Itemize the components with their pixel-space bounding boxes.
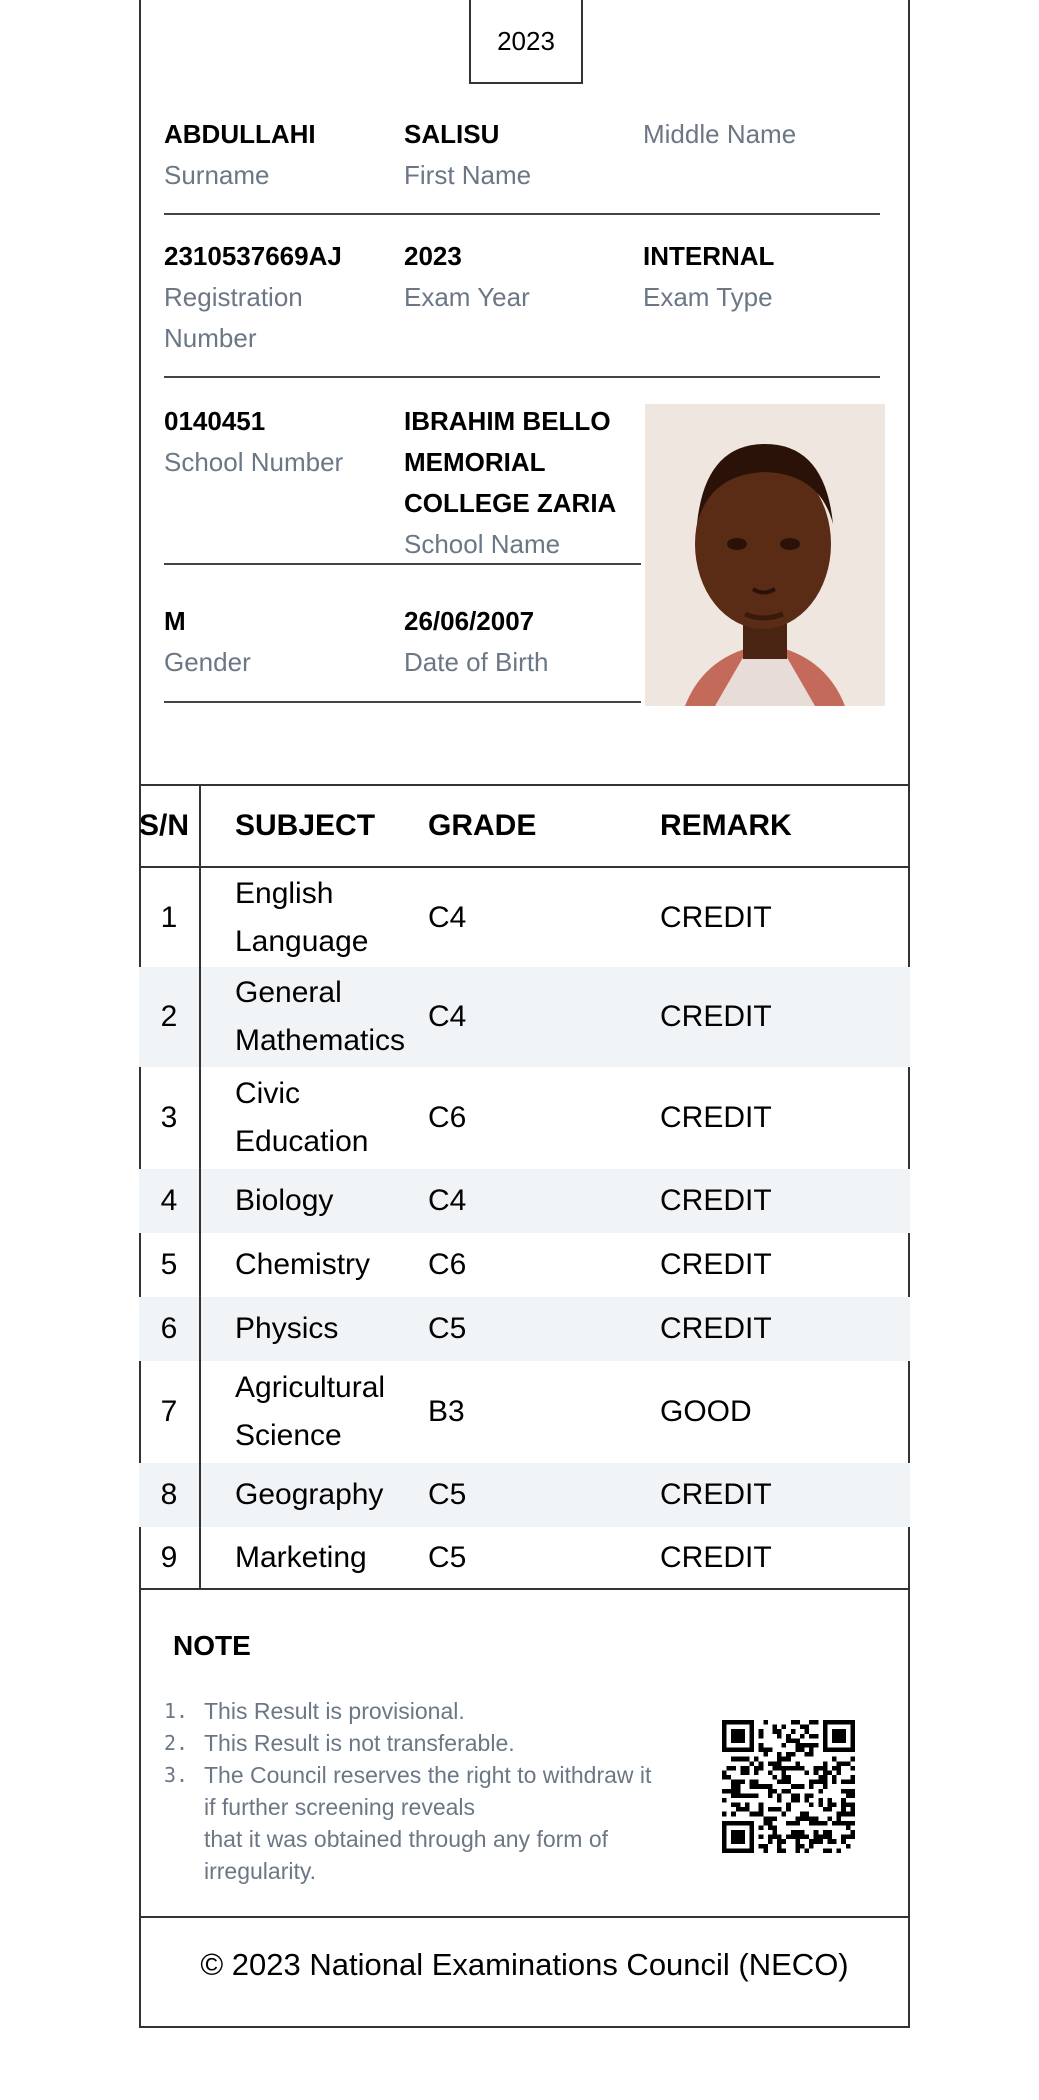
row-sn: 5 bbox=[139, 1233, 200, 1297]
school-name-field bbox=[404, 401, 616, 565]
school-name-line-2: MEMORIAL bbox=[404, 447, 546, 477]
divider bbox=[164, 213, 880, 215]
surname-value: ABDULLAHI bbox=[164, 119, 316, 149]
row-remark: CREDIT bbox=[660, 1540, 772, 1574]
reg-number-label-2: Number bbox=[164, 323, 257, 353]
table-row bbox=[139, 1297, 910, 1361]
subject-line-1: English bbox=[235, 876, 334, 910]
note-item bbox=[164, 1695, 704, 1727]
row-remark: CREDIT bbox=[660, 1297, 910, 1361]
reg-number-field bbox=[164, 236, 342, 359]
gender-value: M bbox=[164, 606, 186, 636]
row-grade: C5 bbox=[428, 1463, 660, 1527]
row-subject: Geography bbox=[200, 1463, 428, 1527]
header-year: 2023 bbox=[497, 25, 555, 56]
candidate-photo bbox=[645, 404, 885, 706]
subject-line-1: General bbox=[235, 976, 342, 1009]
row-sn: 7 bbox=[139, 1361, 200, 1463]
header-remark: REMARK bbox=[660, 785, 910, 867]
first-name-value: SALISU bbox=[404, 119, 500, 149]
dob-value: 26/06/2007 bbox=[404, 606, 535, 636]
exam-type-field bbox=[643, 236, 774, 318]
note-number: 3. bbox=[164, 1763, 189, 1787]
row-remark: GOOD bbox=[660, 1395, 752, 1428]
row-grade: B3 bbox=[428, 1395, 465, 1428]
note-text-line: The Council reserves the right to withdraw it bbox=[204, 1762, 652, 1788]
row-remark: CREDIT bbox=[660, 1101, 772, 1134]
school-name-line-1: IBRAHIM BELLO bbox=[404, 406, 611, 436]
gender-label: Gender bbox=[164, 647, 251, 677]
row-remark: CREDIT bbox=[660, 1463, 910, 1527]
row-subject: Chemistry bbox=[235, 1248, 371, 1281]
table-row bbox=[139, 867, 910, 967]
row-subject bbox=[200, 967, 428, 1067]
header-grade: GRADE bbox=[428, 785, 660, 867]
row-subject bbox=[200, 867, 428, 967]
note-text-line: if further screening reveals bbox=[204, 1794, 476, 1820]
note-item bbox=[164, 1759, 704, 1887]
row-remark: CREDIT bbox=[660, 967, 910, 1067]
gender-field bbox=[164, 601, 251, 683]
school-number-label: School Number bbox=[164, 447, 344, 477]
header-sn: S/N bbox=[139, 785, 200, 867]
table-row bbox=[139, 1169, 910, 1233]
divider bbox=[164, 563, 641, 565]
note-number: 2. bbox=[164, 1731, 189, 1755]
subject-line-1: Civic bbox=[235, 1077, 300, 1110]
table-row bbox=[139, 1067, 910, 1169]
row-sn: 6 bbox=[139, 1297, 200, 1361]
row-subject bbox=[200, 1361, 428, 1463]
footer-copyright: © 2023 National Examinations Council (NECO) bbox=[200, 1947, 849, 1982]
year-box bbox=[469, 0, 583, 84]
row-subject: Marketing bbox=[235, 1540, 367, 1574]
reg-number-label: Registration bbox=[164, 282, 303, 312]
school-name-label: School Name bbox=[404, 529, 561, 559]
school-number-value: 0140451 bbox=[164, 406, 266, 436]
middle-name-label: Middle Name bbox=[643, 119, 797, 149]
row-grade: C4 bbox=[428, 900, 467, 934]
portrait-icon bbox=[645, 404, 885, 706]
note-text-line: that it was obtained through any form of bbox=[204, 1826, 609, 1852]
first-name-label: First Name bbox=[404, 160, 532, 190]
divider bbox=[139, 1916, 910, 1918]
table-row bbox=[139, 967, 910, 1067]
row-sn: 8 bbox=[139, 1463, 200, 1527]
subject-line-2: Language bbox=[235, 924, 369, 958]
exam-type-label: Exam Type bbox=[643, 282, 773, 312]
divider bbox=[164, 701, 641, 703]
row-grade: C4 bbox=[428, 967, 660, 1067]
first-name-field bbox=[404, 114, 531, 196]
dob-label: Date of Birth bbox=[404, 647, 549, 677]
table-row bbox=[139, 1233, 910, 1297]
row-grade: C6 bbox=[428, 1101, 467, 1134]
row-subject: Physics bbox=[200, 1297, 428, 1361]
surname-label: Surname bbox=[164, 160, 270, 190]
school-number-field bbox=[164, 401, 343, 483]
row-grade: C4 bbox=[428, 1169, 660, 1233]
exam-year-value: 2023 bbox=[404, 241, 462, 271]
row-sn: 1 bbox=[139, 867, 200, 967]
exam-year-label: Exam Year bbox=[404, 282, 530, 312]
table-row bbox=[139, 1463, 910, 1527]
row-grade: C5 bbox=[428, 1540, 467, 1574]
row-remark: CREDIT bbox=[660, 1248, 772, 1281]
row-grade: C5 bbox=[428, 1297, 660, 1361]
divider bbox=[164, 376, 880, 378]
reg-number-value: 2310537669AJ bbox=[164, 241, 342, 271]
row-subject: Biology bbox=[200, 1169, 428, 1233]
row-sn: 2 bbox=[139, 967, 200, 1067]
row-grade: C6 bbox=[428, 1248, 467, 1281]
table-header-row bbox=[139, 785, 910, 867]
subject-line-1: Agricultural bbox=[235, 1371, 386, 1404]
row-sn: 4 bbox=[139, 1169, 200, 1233]
results-table bbox=[139, 784, 910, 1590]
note-list bbox=[164, 1695, 704, 1887]
row-remark: CREDIT bbox=[660, 900, 772, 934]
subject-line-2: Education bbox=[235, 1125, 369, 1158]
table-row bbox=[139, 1527, 910, 1589]
row-sn: 9 bbox=[139, 1527, 200, 1589]
note-item bbox=[164, 1727, 704, 1759]
note-title: NOTE bbox=[173, 1630, 251, 1661]
surname-field bbox=[164, 114, 316, 196]
note-text-line: irregularity. bbox=[204, 1858, 317, 1884]
dob-field bbox=[404, 601, 549, 683]
exam-type-value: INTERNAL bbox=[643, 241, 775, 271]
header-subject: SUBJECT bbox=[200, 785, 428, 867]
exam-year-field bbox=[404, 236, 530, 318]
note-number: 1. bbox=[164, 1699, 189, 1723]
note-text: This Result is provisional. bbox=[204, 1698, 465, 1724]
row-subject bbox=[200, 1067, 428, 1169]
note-text: This Result is not transferable. bbox=[204, 1730, 515, 1756]
middle-name-field bbox=[643, 114, 796, 155]
row-remark: CREDIT bbox=[660, 1169, 910, 1233]
table-row bbox=[139, 1361, 910, 1463]
qr-code-icon bbox=[722, 1713, 855, 1860]
subject-line-2: Mathematics bbox=[235, 1024, 406, 1057]
row-sn: 3 bbox=[139, 1067, 200, 1169]
school-name-line-3: COLLEGE ZARIA bbox=[404, 488, 617, 518]
subject-line-2: Science bbox=[235, 1419, 342, 1452]
